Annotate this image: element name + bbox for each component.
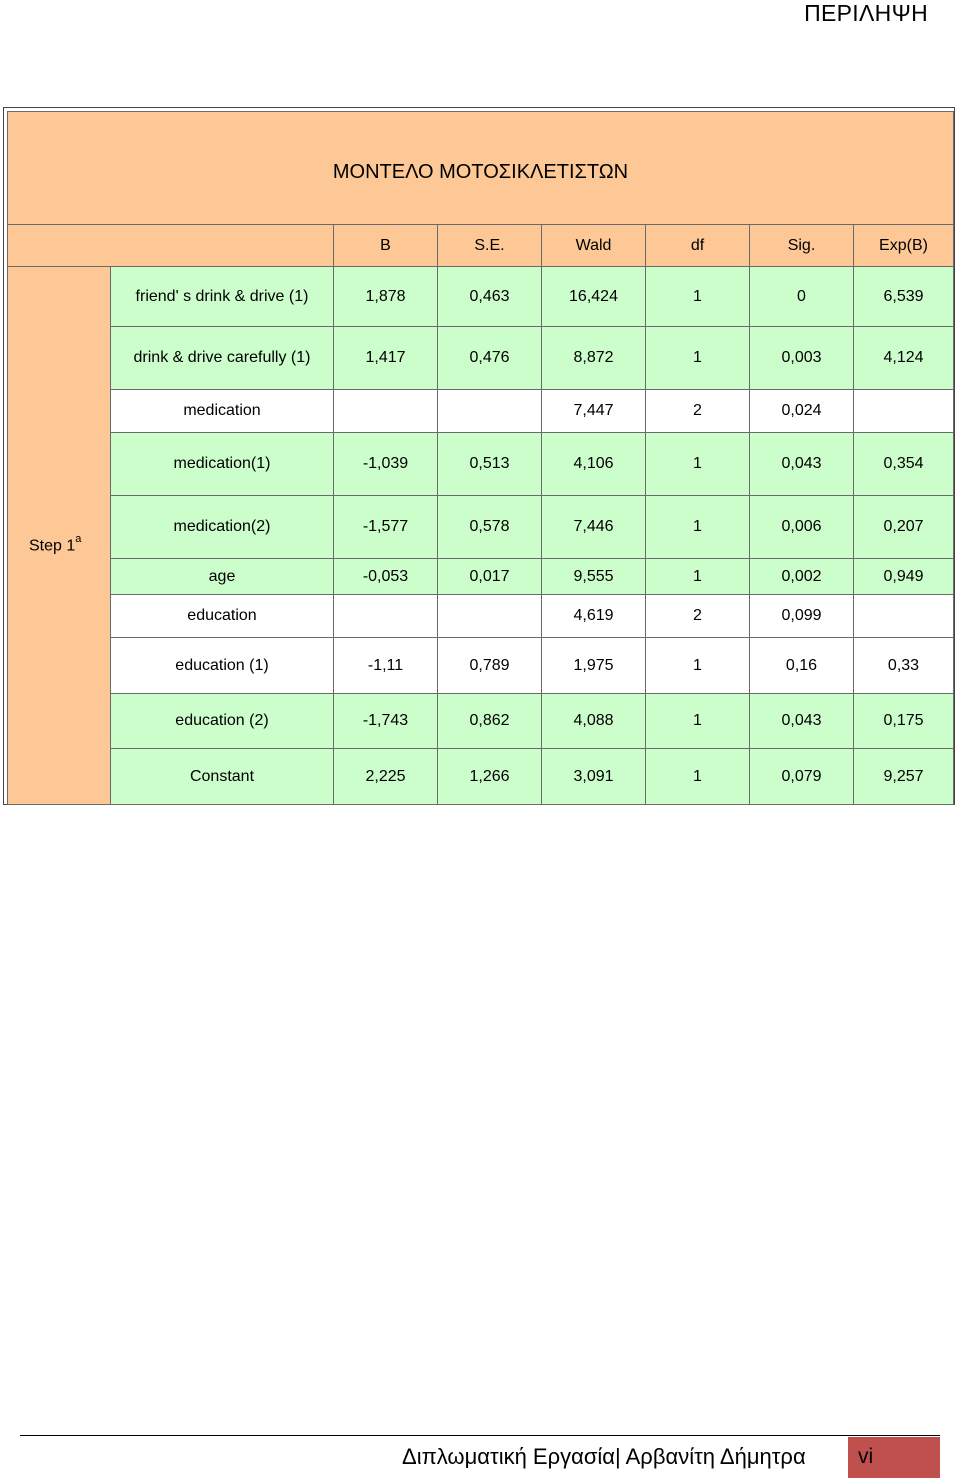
cell-wald: 7,446 [542,496,646,559]
footer-text: Διπλωματική Εργασία| Αρβανίτη Δήμητρα [402,1444,806,1469]
table-row [8,496,954,559]
cell-wald: 8,872 [542,327,646,390]
cell-expb [854,390,954,433]
step-label [8,267,111,805]
row-label: drink & drive carefully (1) [111,327,334,390]
cell-df: 1 [646,749,750,805]
cell-expb [854,595,954,638]
cell-sig: 0,002 [750,559,854,595]
cell-b: 1,878 [334,267,438,327]
cell-expb: 6,539 [854,267,954,327]
cell-se [438,390,542,433]
col-header-sig: Sig. [750,225,854,267]
cell-wald: 16,424 [542,267,646,327]
row-label: medication(2) [111,496,334,559]
cell-se: 0,578 [438,496,542,559]
cell-df: 1 [646,694,750,749]
cell-b: -1,743 [334,694,438,749]
table-row [8,559,954,595]
cell-b: 1,417 [334,327,438,390]
table-row [8,433,954,496]
cell-df: 2 [646,390,750,433]
cell-se: 0,513 [438,433,542,496]
cell-df: 1 [646,559,750,595]
row-label: age [111,559,334,595]
cell-se: 0,017 [438,559,542,595]
table-title: ΜΟΝΤΕΛΟ ΜΟΤΟΣΙΚΛΕΤΙΣΤΩΝ [8,112,954,225]
cell-expb: 4,124 [854,327,954,390]
cell-wald: 3,091 [542,749,646,805]
cell-se: 0,476 [438,327,542,390]
cell-sig: 0,079 [750,749,854,805]
cell-expb: 0,949 [854,559,954,595]
cell-b: -0,053 [334,559,438,595]
row-label: medication [111,390,334,433]
col-header-b: B [334,225,438,267]
table-title-row [8,112,954,225]
section-title: ΠΕΡΙΛΗΨΗ [804,0,928,26]
cell-b: -1,039 [334,433,438,496]
cell-b: -1,577 [334,496,438,559]
cell-expb: 9,257 [854,749,954,805]
cell-sig: 0,099 [750,595,854,638]
row-label: education [111,595,334,638]
cell-df: 1 [646,496,750,559]
cell-df: 1 [646,638,750,694]
cell-df: 1 [646,327,750,390]
column-header-row [8,225,954,267]
cell-expb: 0,175 [854,694,954,749]
table-row [8,595,954,638]
table-row [8,749,954,805]
header-blank [8,225,334,267]
col-header-df: df [646,225,750,267]
cell-wald: 9,555 [542,559,646,595]
cell-se [438,595,542,638]
cell-expb: 0,354 [854,433,954,496]
cell-b: -1,11 [334,638,438,694]
cell-wald: 4,088 [542,694,646,749]
cell-df: 2 [646,595,750,638]
row-label: medication(1) [111,433,334,496]
table-row [8,327,954,390]
cell-b [334,390,438,433]
col-header-expb: Exp(B) [854,225,954,267]
cell-expb: 0,207 [854,496,954,559]
page-number: vi [848,1437,940,1478]
row-label: education (2) [111,694,334,749]
cell-sig: 0,003 [750,327,854,390]
cell-se: 1,266 [438,749,542,805]
cell-se: 0,862 [438,694,542,749]
cell-wald: 7,447 [542,390,646,433]
step-superscript: a [75,533,82,546]
regression-table [7,111,954,805]
col-header-wald: Wald [542,225,646,267]
cell-sig: 0,16 [750,638,854,694]
row-label: friend' s drink & drive (1) [111,267,334,327]
row-label: Constant [111,749,334,805]
step-label-text: Step 1 [29,537,76,555]
cell-expb: 0,33 [854,638,954,694]
cell-b [334,595,438,638]
footer-divider [20,1435,940,1436]
regression-table-frame [3,107,955,805]
cell-wald: 4,106 [542,433,646,496]
cell-se: 0,789 [438,638,542,694]
cell-sig: 0,024 [750,390,854,433]
row-label: education (1) [111,638,334,694]
cell-sig: 0,043 [750,694,854,749]
cell-df: 1 [646,267,750,327]
cell-se: 0,463 [438,267,542,327]
table-row [8,694,954,749]
cell-wald: 1,975 [542,638,646,694]
table-row [8,267,954,327]
cell-sig: 0,006 [750,496,854,559]
col-header-se: S.E. [438,225,542,267]
table-row [8,390,954,433]
cell-df: 1 [646,433,750,496]
cell-sig: 0 [750,267,854,327]
table-row [8,638,954,694]
cell-b: 2,225 [334,749,438,805]
cell-sig: 0,043 [750,433,854,496]
cell-wald: 4,619 [542,595,646,638]
